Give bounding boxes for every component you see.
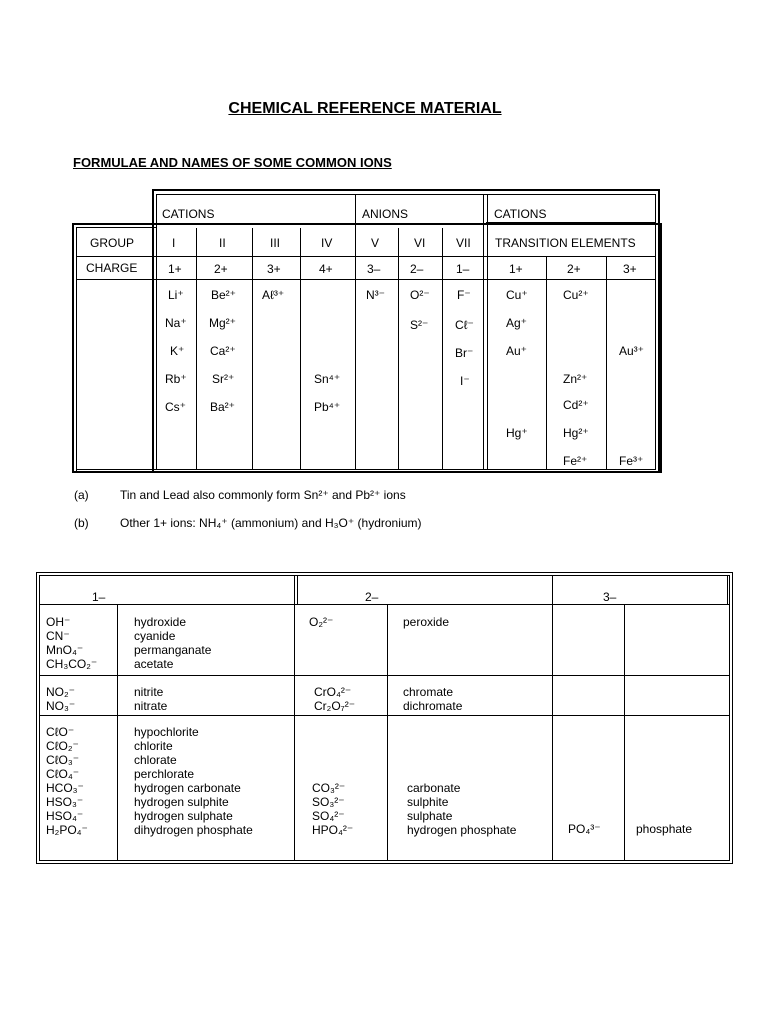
ion-Fe3: Fe³⁺ xyxy=(619,454,644,468)
ion-Hg1: Hg⁺ xyxy=(506,426,528,440)
poly-r3-formulas2: CO₃²⁻ SO₃²⁻ SO₄²⁻ HPO₄²⁻ xyxy=(312,781,354,837)
ion-Cs: Cs⁺ xyxy=(165,400,186,414)
ion-Ca: Ca²⁺ xyxy=(210,344,236,358)
note-a-label: (a) xyxy=(74,488,89,502)
ion-K: K⁺ xyxy=(170,344,185,358)
charge-I: 1+ xyxy=(168,262,182,276)
group-II: II xyxy=(219,236,226,250)
ion-Al: Aℓ³⁺ xyxy=(262,288,285,302)
ion-Na: Na⁺ xyxy=(165,316,187,330)
charge-II: 2+ xyxy=(214,262,228,276)
ion-Be: Be²⁺ xyxy=(211,288,237,302)
ion-Cu1: Cu⁺ xyxy=(506,288,528,302)
charge-III: 3+ xyxy=(267,262,281,276)
ion-N: N³⁻ xyxy=(366,288,385,302)
ion-Cu2: Cu²⁺ xyxy=(563,288,589,302)
page-title: CHEMICAL REFERENCE MATERIAL xyxy=(228,100,502,117)
ion-Cd: Cd²⁺ xyxy=(563,398,589,412)
ion-S: S²⁻ xyxy=(410,318,429,332)
group-VII: VII xyxy=(456,236,471,250)
poly-header-2: 2– xyxy=(365,590,379,604)
transition-elements-label: TRANSITION ELEMENTS xyxy=(495,236,636,250)
poly-r1-names: hydroxide cyanide permanganate acetate xyxy=(134,615,212,671)
ion-O: O²⁻ xyxy=(410,288,430,302)
poly-r2-formulas2: CrO₄²⁻ Cr₂O₇²⁻ xyxy=(314,685,356,713)
poly-r3-formulas: CℓO⁻ CℓO₂⁻ CℓO₃⁻ CℓO₄⁻ HCO₃⁻ HSO₃⁻ HSO₄⁻ H₂PO₄⁻ xyxy=(46,725,88,837)
section-title: FORMULAE AND NAMES OF SOME COMMON IONS xyxy=(73,155,392,170)
group-label: GROUP xyxy=(90,236,135,250)
poly-header-3: 3– xyxy=(603,590,617,604)
group-III: III xyxy=(270,236,281,250)
ion-Zn: Zn²⁺ xyxy=(563,372,588,386)
charge-tr-2: 2+ xyxy=(567,262,581,276)
ion-Au3: Au³⁺ xyxy=(619,344,645,358)
poly-r2-names2: chromate dichromate xyxy=(403,685,463,713)
ion-Ag: Ag⁺ xyxy=(506,316,528,330)
note-b-text: Other 1+ ions: NH₄⁺ (ammonium) and H₃O⁺ (hydronium) xyxy=(120,516,422,530)
poly-header-1: 1– xyxy=(92,590,106,604)
charge-VI: 2– xyxy=(410,262,424,276)
poly-r2-names: nitrite nitrate xyxy=(134,685,168,713)
ion-Cl: Cℓ⁻ xyxy=(455,318,474,332)
group-VI: VI xyxy=(414,236,426,250)
ion-Fe2: Fe²⁺ xyxy=(563,454,588,468)
poly-r1-formulas: OH⁻ CN⁻ MnO₄⁻ CH₃CO₂⁻ xyxy=(46,615,98,671)
group-IV: IV xyxy=(321,236,333,250)
poly-r2-formulas: NO₂⁻ NO₃⁻ xyxy=(46,685,76,713)
charge-V: 3– xyxy=(367,262,381,276)
ion-Ba: Ba²⁺ xyxy=(210,400,236,414)
charge-VII: 1– xyxy=(456,262,470,276)
ion-Au1: Au⁺ xyxy=(506,344,528,358)
group-I: I xyxy=(172,236,176,250)
poly-r1-name2: peroxide xyxy=(403,615,450,629)
ion-Sr: Sr²⁺ xyxy=(212,372,235,386)
anions-header: ANIONS xyxy=(362,207,409,221)
note-a-text: Tin and Lead also commonly form Sn²⁺ and Pb²⁺ ions xyxy=(120,488,406,502)
note-b-label: (b) xyxy=(74,516,89,530)
poly-r3-formula3: PO₄³⁻ xyxy=(568,822,601,836)
ion-Pb: Pb⁴⁺ xyxy=(314,400,341,414)
ion-Mg: Mg²⁺ xyxy=(209,316,236,330)
ion-Sn: Sn⁴⁺ xyxy=(314,372,341,386)
group-V: V xyxy=(371,236,380,250)
poly-r3-names: hypochlorite chlorite chlorate perchlorate hydrogen carbonate hydrogen sulphite hydrogen sulphate dihydrogen phosphate xyxy=(134,725,253,837)
poly-r3-names2: carbonate sulphite sulphate hydrogen phosphate xyxy=(407,781,517,837)
charge-tr-1: 1+ xyxy=(509,262,523,276)
poly-r1-formula2: O₂²⁻ xyxy=(309,615,334,629)
charge-label: CHARGE xyxy=(86,261,138,275)
ion-Rb: Rb⁺ xyxy=(165,372,187,386)
cations-header: CATIONS xyxy=(162,207,215,221)
ion-F: F⁻ xyxy=(457,288,471,302)
poly-r3-name3: phosphate xyxy=(636,822,693,836)
ion-Hg2: Hg²⁺ xyxy=(563,426,589,440)
charge-tr-3: 3+ xyxy=(623,262,637,276)
ion-I: I⁻ xyxy=(460,374,470,388)
transition-cations-header: CATIONS xyxy=(494,207,547,221)
ion-Br: Br⁻ xyxy=(455,346,474,360)
ion-Li: Li⁺ xyxy=(168,288,184,302)
charge-IV: 4+ xyxy=(319,262,333,276)
